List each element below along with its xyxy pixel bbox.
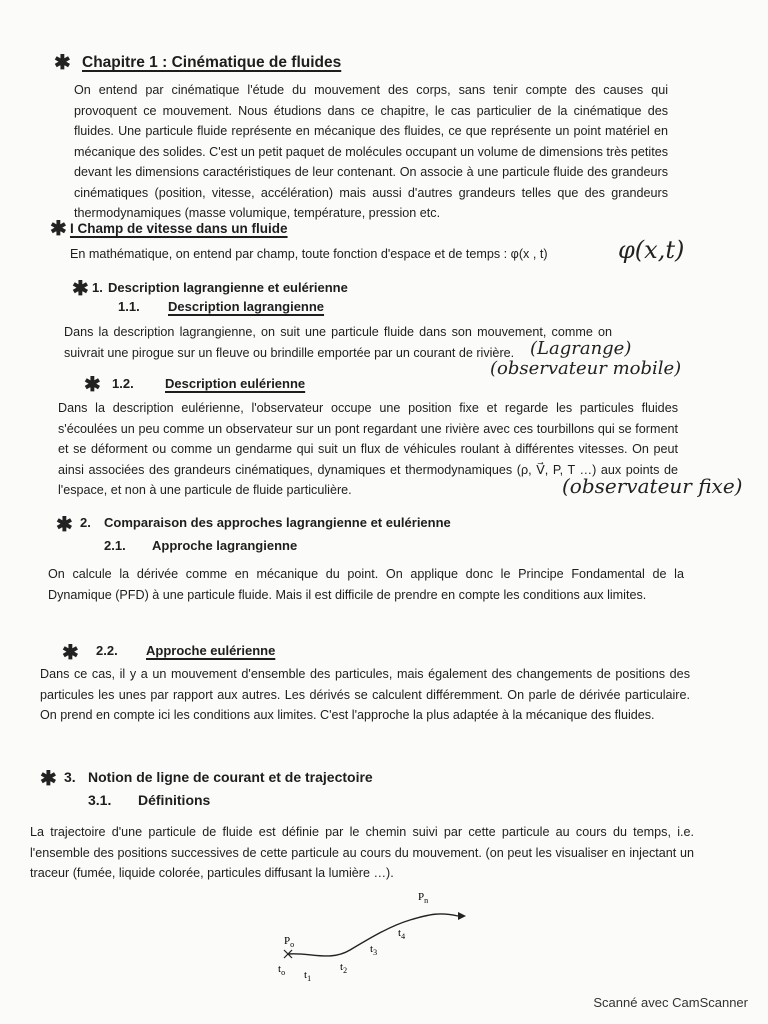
label-p0: $P_o$ bbox=[284, 935, 295, 949]
section-text: En mathématique, on entend par champ, toute fonction d'espace et de temps : φ(x , t) bbox=[70, 247, 548, 261]
euler-paragraph: Dans la description eulérienne, l'observateur occupe une position fixe et regarde les particules fluides s'écoulées un peu comme un observateur sur un pont regardant une rivière avec ces tourbillons qui se forment et se déforment ou comme un gendarme qui suit un flux de véhicules roulant à différentes vitesses. On peut ainsi associées des grandeurs cinématiques, dynamiques et thermodynamiques (ρ, V⃗, P, T …) aux points de l'espace, et non à une particule de fluide particulière. bbox=[58, 401, 678, 497]
trajectory-paragraph: La trajectoire d'une particule de fluide est définie par le chemin suivi par cette particule au cours du temps, i.e. l'ensemble des positions successives de cette particule au cours du mouvement. (on peut les visualiser en injectant un traceur (fumée, liquide colorée, particules diffusant la lumière …). bbox=[30, 825, 694, 880]
subsection-number: 1.2. bbox=[112, 376, 134, 391]
asterisk-mark-icon: ✱ bbox=[54, 52, 71, 74]
trajectory-diagram bbox=[270, 890, 490, 990]
subsection-number: 2.2. bbox=[96, 643, 118, 658]
subsection-number: 1. bbox=[92, 280, 103, 295]
lagrange-approach-paragraph: On calcule la dérivée comme en mécanique du point. On applique donc le Principe Fondamental de la Dynamique (PFD) à une particule fluide. Mais il est difficile de prendre en compte les conditions aux limites. bbox=[48, 567, 684, 602]
subsection-title: Définitions bbox=[138, 792, 211, 808]
handwritten-note: (Lagrange) bbox=[530, 338, 632, 359]
label-t0: $t_o$ bbox=[278, 963, 286, 977]
subsection-title: Notion de ligne de courant et de trajectoire bbox=[88, 769, 373, 785]
asterisk-mark-icon: ✱ bbox=[50, 218, 67, 240]
asterisk-mark-icon: ✱ bbox=[56, 514, 73, 536]
subsection-number: 2.1. bbox=[104, 538, 126, 553]
asterisk-mark-icon: ✱ bbox=[84, 374, 101, 396]
section-title: I Champ de vitesse dans un fluide bbox=[70, 221, 288, 236]
label-t3: $t_3$ bbox=[370, 943, 378, 957]
subsection-number: 2. bbox=[80, 515, 91, 530]
arrow-head-icon bbox=[458, 912, 466, 920]
subsection-title: Description lagrangienne et eulérienne bbox=[108, 280, 348, 295]
label-t4: $t_4$ bbox=[398, 927, 406, 941]
subsection-number: 1.1. bbox=[118, 299, 140, 314]
scanner-watermark: Scanné avec CamScanner bbox=[593, 995, 748, 1010]
subsection-title: Description eulérienne bbox=[165, 376, 306, 391]
chapter-title: Chapitre 1 : Cinématique de fluides bbox=[82, 54, 342, 71]
subsection-title: Description lagrangienne bbox=[168, 299, 325, 314]
asterisk-mark-icon: ✱ bbox=[72, 278, 89, 300]
asterisk-mark-icon: ✱ bbox=[40, 768, 57, 790]
label-t2: $t_2$ bbox=[340, 961, 348, 975]
subsection-title: Comparaison des approches lagrangienne et eulérienne bbox=[104, 515, 451, 530]
subsection-title: Approche lagrangienne bbox=[152, 538, 298, 553]
handwritten-note: φ(x,t) bbox=[618, 236, 685, 264]
subsection-title: Approche eulérienne bbox=[146, 643, 276, 658]
lagrange-paragraph: Dans la description lagrangienne, on suit une particule fluide dans son mouvement, comme on suivrait une pirogue sur un fleuve ou brindille emportée par un courant de rivière. bbox=[64, 325, 612, 360]
euler-approach-paragraph: Dans ce cas, il y a un mouvement d'ensemble des particules, mais également des changements de positions des particules les unes par rapport aux autres. Les dérivés se calculent différemment. On parle de dérivée particulaire. On prend en compte ici les conditions aux limites. C'est l'approche la plus adaptée à la mécanique des fluides. bbox=[40, 667, 690, 722]
subsection-number: 3.1. bbox=[88, 792, 112, 808]
label-pn: $P_n$ bbox=[418, 891, 429, 905]
subsection-number: 3. bbox=[64, 769, 76, 785]
label-t1: $t_1$ bbox=[304, 969, 312, 983]
asterisk-mark-icon: ✱ bbox=[62, 642, 79, 664]
handwritten-note: (observateur fixe) bbox=[562, 474, 743, 498]
intro-paragraph: On entend par cinématique l'étude du mouvement des corps, sans tenir compte des causes qui provoquent ce mouvement. Nous étudions dans ce chapitre, le cas particulier de la cinématique des fluides. Une particule fluide représente en mécanique des fluides, ce que représente un point matériel en mécanique des solides. C'est un petit paquet de molécules occupant un volume de dimensions très petites devant les dimensions caractéristiques de leur contenant. On associe à une particule fluide des grandeurs cinématiques (position, vitesse, accélération) mais aussi d'autres grandeurs telles que des grandeurs thermodynamiques (masse volumique, température, pression etc. bbox=[74, 83, 668, 220]
handwritten-note: (observateur mobile) bbox=[490, 358, 682, 379]
